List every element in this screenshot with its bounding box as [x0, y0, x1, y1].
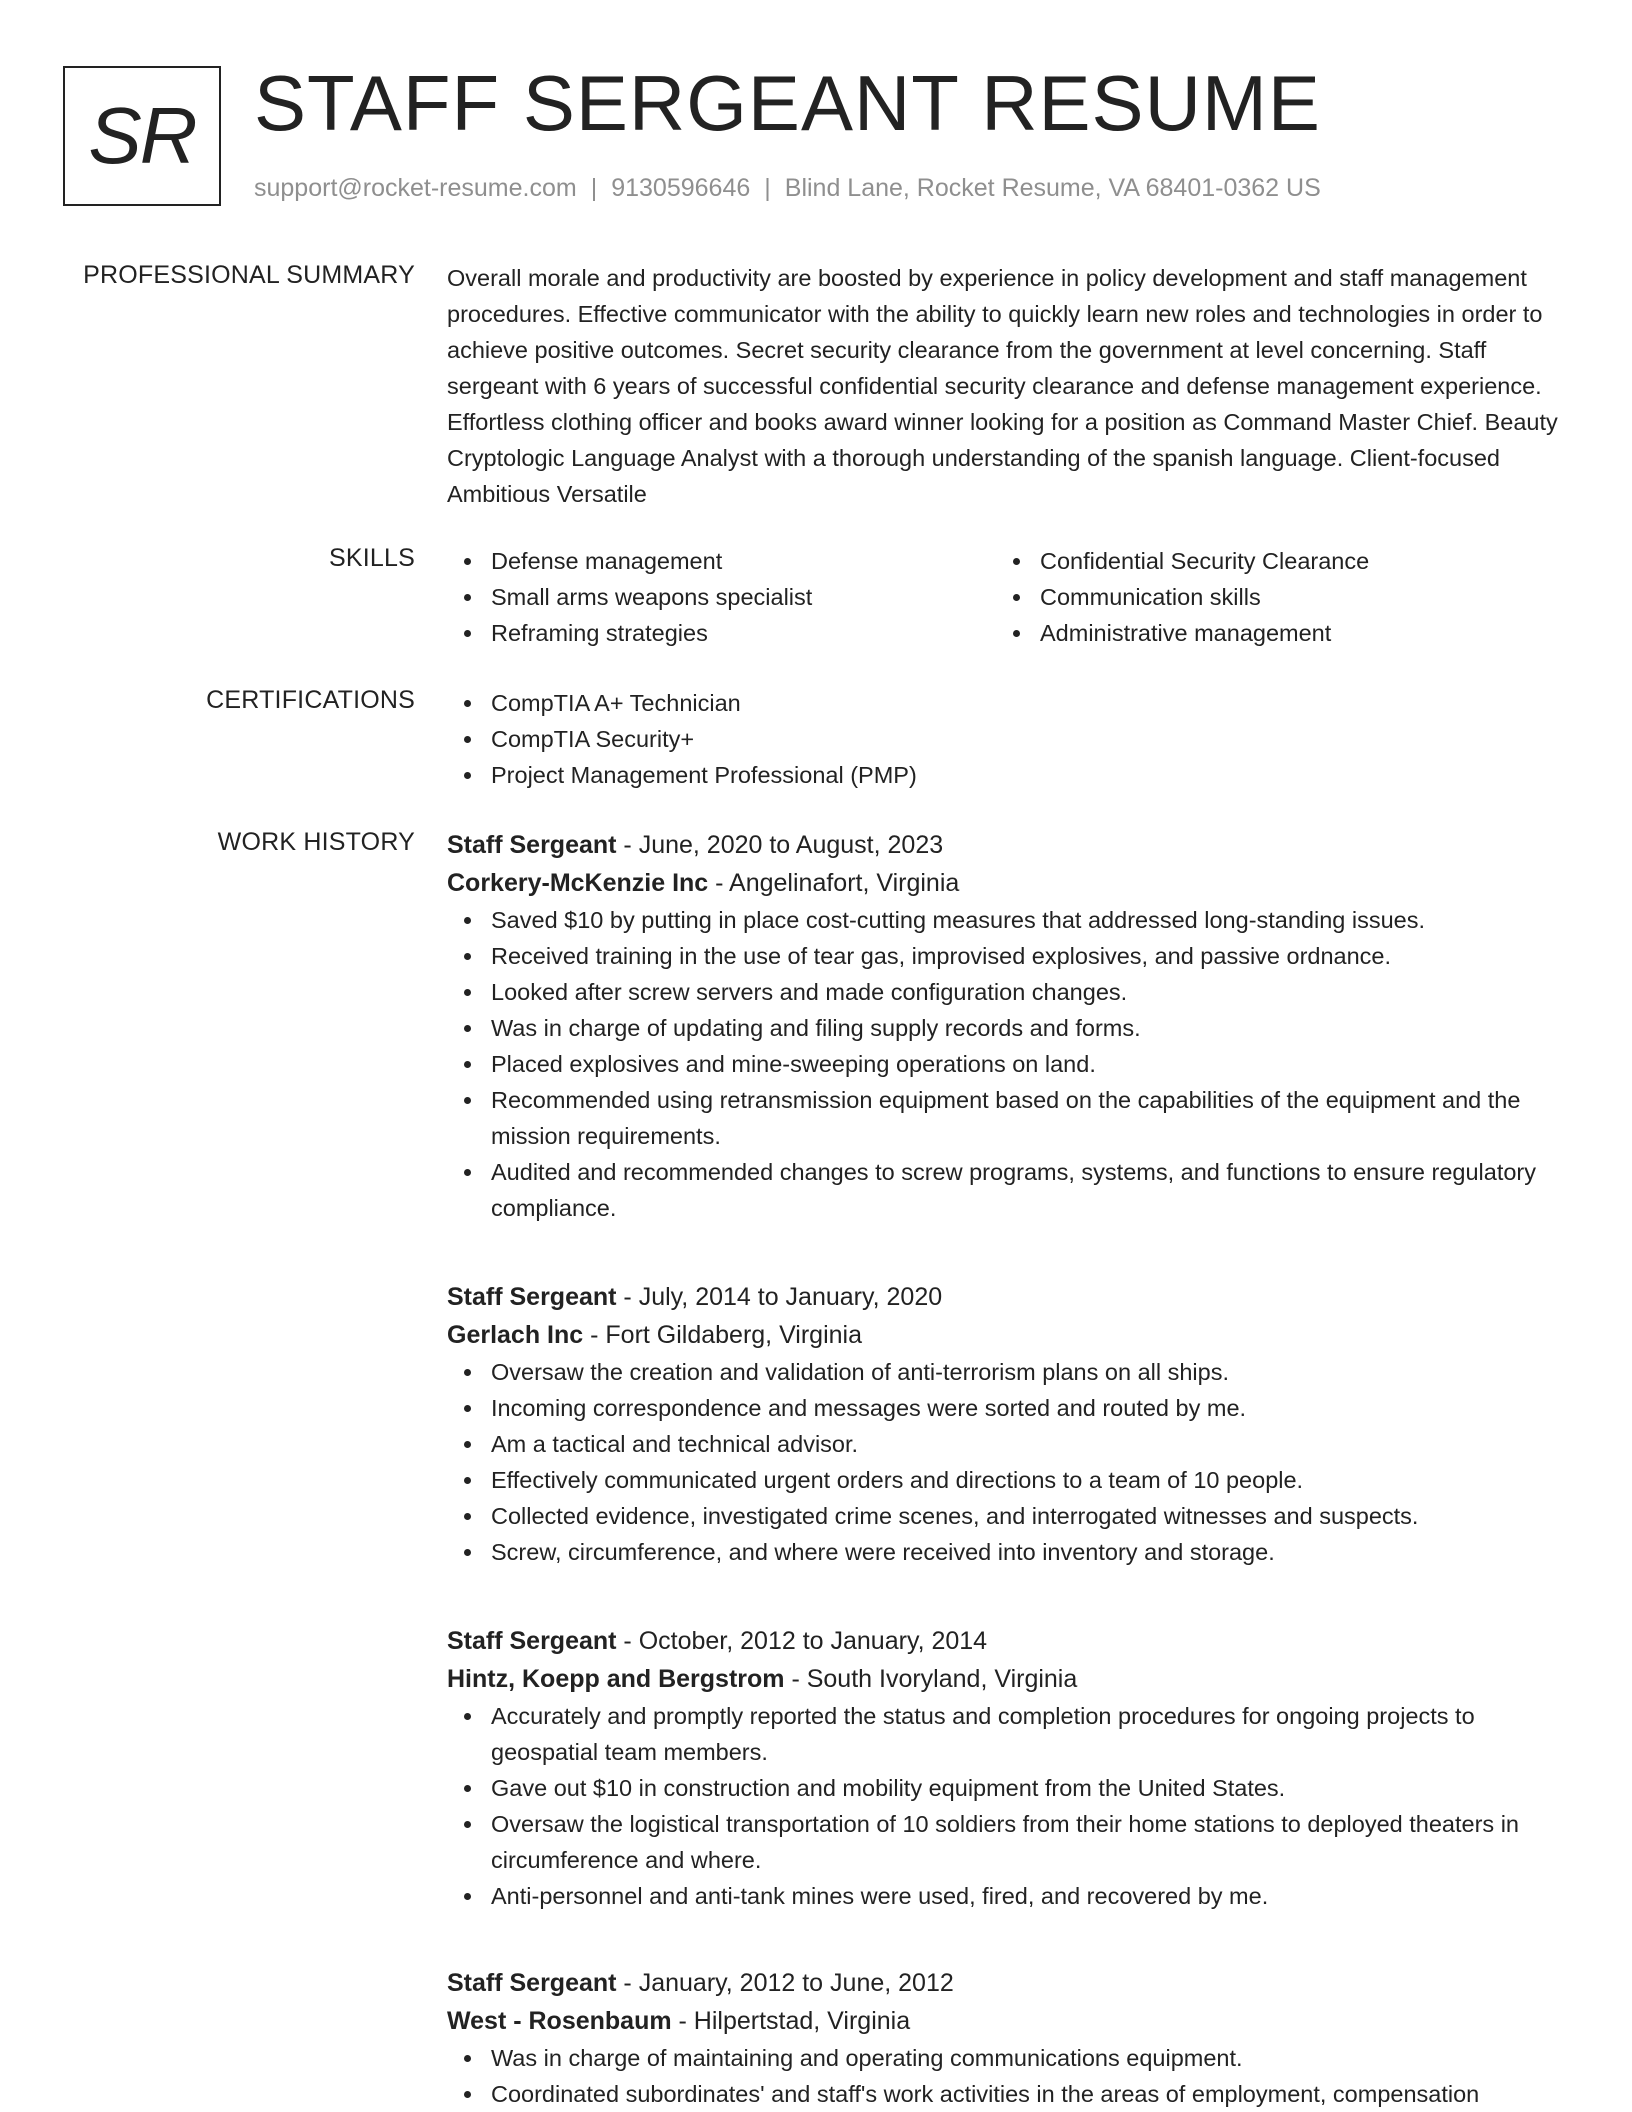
contact-address: Blind Lane, Rocket Resume, VA 68401-0362 US	[784, 174, 1321, 202]
monogram-initials: SR	[88, 91, 196, 180]
certifications-list	[447, 685, 1567, 793]
job-duty: Collected evidence, investigated crime scenes, and interrogated witnesses and suspects.	[491, 1498, 1567, 1534]
skill-item: Defense management	[491, 543, 996, 579]
job-dates: - July, 2014 to January, 2020	[616, 1283, 943, 1311]
skill-item: Confidential Security Clearance	[1040, 543, 1545, 579]
job-location: - Hilpertstad, Virginia	[671, 2007, 911, 2035]
job-company-line	[447, 2002, 1567, 2040]
skills-heading: SKILLS	[329, 544, 415, 572]
job-duty: Anti-personnel and anti-tank mines were used, fired, and recovered by me.	[491, 1878, 1567, 1914]
job-duties-list	[447, 1354, 1567, 1570]
job-duties-list	[447, 2040, 1567, 2112]
skill-item: Small arms weapons specialist	[491, 579, 996, 615]
job-duties-list	[447, 902, 1567, 1226]
job-duty: Accurately and promptly reported the status and completion procedures for ongoing projects to geospatial team members.	[491, 1698, 1567, 1770]
job-duty: Effectively communicated urgent orders and directions to a team of 10 people.	[491, 1462, 1567, 1498]
job-entry	[447, 826, 1567, 1226]
job-role: Staff Sergeant	[447, 1969, 617, 1997]
job-company-line	[447, 1660, 1567, 1698]
job-title-line	[447, 1964, 1567, 2002]
job-entry	[447, 1278, 1567, 1570]
job-duty: Looked after screw servers and made configuration changes.	[491, 974, 1567, 1010]
skill-item: Communication skills	[1040, 579, 1545, 615]
certification-item: CompTIA A+ Technician	[491, 685, 1567, 721]
job-duty: Incoming correspondence and messages were sorted and routed by me.	[491, 1390, 1567, 1426]
summary-heading: PROFESSIONAL SUMMARY	[83, 261, 415, 289]
resume-title: STAFF SERGEANT RESUME	[254, 59, 1321, 147]
job-entry	[447, 1964, 1567, 2112]
job-company: Gerlach Inc	[447, 1321, 584, 1349]
job-role: Staff Sergeant	[447, 1627, 617, 1655]
job-company-line	[447, 1316, 1567, 1354]
skill-item: Administrative management	[1040, 615, 1545, 651]
job-title-line	[447, 1278, 1567, 1316]
contact-phone: 9130596646	[611, 174, 751, 202]
job-duty: Oversaw the creation and validation of anti-terrorism plans on all ships.	[491, 1354, 1567, 1390]
contact-line	[254, 174, 1321, 203]
job-duties-list	[447, 1698, 1567, 1914]
contact-email: support@rocket-resume.com	[254, 174, 577, 202]
job-duty: Received training in the use of tear gas, improvised explosives, and passive ordnance.	[491, 938, 1567, 974]
certifications-body	[447, 685, 1567, 793]
skill-item: Reframing strategies	[491, 615, 996, 651]
job-duty: Was in charge of updating and filing supply records and forms.	[491, 1010, 1567, 1046]
job-company: Hintz, Koepp and Bergstrom	[447, 1665, 785, 1693]
job-dates: - June, 2020 to August, 2023	[616, 831, 944, 859]
skills-body	[447, 543, 1567, 651]
job-dates: - January, 2012 to June, 2012	[616, 1969, 954, 1997]
job-company: Corkery-McKenzie Inc	[447, 869, 709, 897]
contact-separator: |	[590, 174, 598, 202]
job-company: West - Rosenbaum	[447, 2007, 672, 2035]
certifications-heading: CERTIFICATIONS	[206, 686, 415, 714]
job-duty: Recommended using retransmission equipment based on the capabilities of the equipment and the mission requirements.	[491, 1082, 1567, 1154]
job-duty: Coordinated subordinates' and staff's work activities in the areas of employment, compensation	[491, 2076, 1567, 2112]
certification-item: Project Management Professional (PMP)	[491, 757, 1567, 793]
job-duty: Screw, circumference, and where were received into inventory and storage.	[491, 1534, 1567, 1570]
job-title-line	[447, 826, 1567, 864]
job-location: - South Ivoryland, Virginia	[784, 1665, 1078, 1693]
job-role: Staff Sergeant	[447, 1283, 617, 1311]
job-duty: Am a tactical and technical advisor.	[491, 1426, 1567, 1462]
job-duty: Gave out $10 in construction and mobility equipment from the United States.	[491, 1770, 1567, 1806]
job-location: - Fort Gildaberg, Virginia	[583, 1321, 862, 1349]
contact-separator: |	[764, 174, 771, 202]
job-duty: Oversaw the logistical transportation of 10 soldiers from their home stations to deployed theaters in circumference and where.	[491, 1806, 1567, 1878]
job-duty: Audited and recommended changes to screw programs, systems, and functions to ensure regulatory compliance.	[491, 1154, 1567, 1226]
job-company-line	[447, 864, 1567, 902]
job-location: - Angelinafort, Virginia	[708, 869, 960, 897]
job-duty: Placed explosives and mine-sweeping operations on land.	[491, 1046, 1567, 1082]
summary-body	[447, 260, 1567, 512]
skills-list-right	[996, 543, 1545, 651]
job-role: Staff Sergeant	[447, 831, 617, 859]
summary-text: Overall morale and productivity are boosted by experience in policy development and staff management procedures. Effective communicator with the ability to quickly learn new roles and technologies in order to achieve positive outcomes. Secret security clearance from the government at level concerning. Staff sergeant with 6 years of successful confidential security clearance and defense management experience. Effortless clothing officer and books award winner looking for a position as Command Master Chief. Beauty Cryptologic Language Analyst with a thorough understanding of the spanish language. Client-focused Ambitious Versatile	[447, 265, 1558, 507]
work-history-heading: WORK HISTORY	[217, 828, 415, 856]
certification-item: CompTIA Security+	[491, 721, 1567, 757]
skills-list-left	[447, 543, 996, 651]
job-duty: Was in charge of maintaining and operating communications equipment.	[491, 2040, 1567, 2076]
monogram-logo	[63, 66, 221, 206]
job-title-line	[447, 1622, 1567, 1660]
job-entry	[447, 1622, 1567, 1914]
job-dates: - October, 2012 to January, 2014	[616, 1627, 988, 1655]
job-duty: Saved $10 by putting in place cost-cutting measures that addressed long-standing issues.	[491, 902, 1567, 938]
